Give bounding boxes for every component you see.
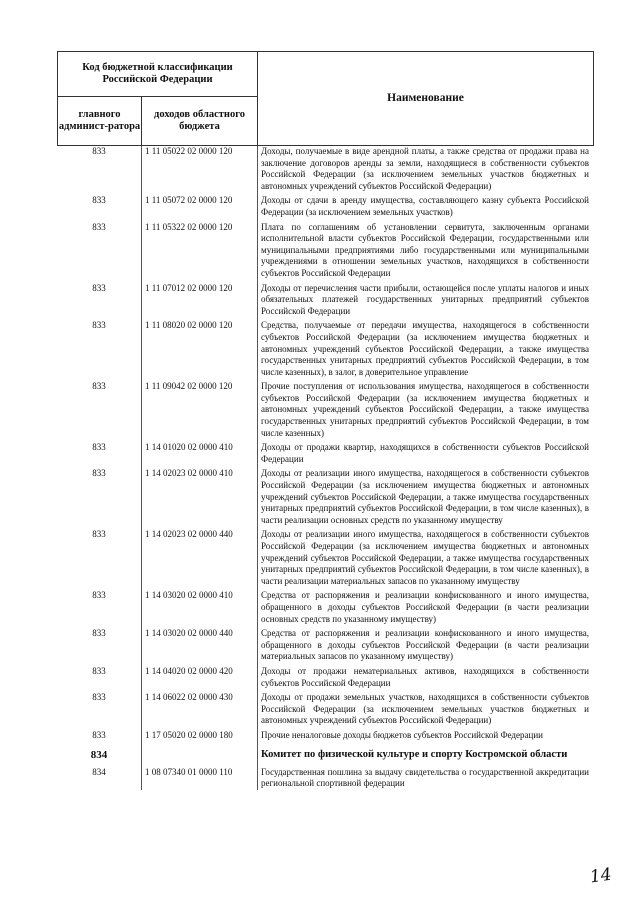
admin-code-cell: 833 [92, 282, 106, 293]
admin-code-cell: 833 [92, 628, 106, 639]
admin-code-cell: 833 [92, 442, 106, 453]
income-code-cell: 1 11 07012 02 0000 120 [145, 282, 233, 293]
table-row [57, 381, 593, 439]
admin-code-cell: 833 [92, 692, 106, 703]
admin-column-header: главного админист-ратора [58, 97, 142, 146]
name-cell: Доходы от продажи квартир, находящихся в собственности субъектов Российской Федерации [261, 442, 589, 464]
name-column-header: Наименование [258, 52, 594, 146]
table-body [57, 146, 593, 790]
table-row [57, 529, 593, 587]
table-row [57, 692, 593, 727]
admin-code-cell: 833 [92, 665, 106, 676]
name-cell: Прочие неналоговые доходы бюджетов субъектов Российской Федерации [261, 729, 543, 740]
income-code-cell: 1 17 05020 02 0000 180 [145, 729, 233, 740]
name-cell: Доходы от реализации иного имущества, находящегося в собственности субъектов Российской Федерации (за исключением имущества бюджетных и автономных учреждений субъектов Российской Федерации, а также имущества государственных унитарных предприятий субъектов Российской Федерации, в том числе казенных), в части реализации основных средств по указанному имуществу [261, 468, 589, 525]
income-code-cell: 1 14 02023 02 0000 410 [145, 468, 233, 479]
table-header [57, 51, 594, 146]
income-code-cell: 1 11 05022 02 0000 120 [145, 146, 233, 156]
name-cell: Доходы от продажи земельных участков, находящихся в собственности субъектов Российской Федерации (за исключением земельных участков бюджетных и автономных учреждений субъектов Российской Федерации) [261, 692, 589, 726]
name-cell: Доходы от перечисления части прибыли, остающейся после уплаты налогов и иных обязательных платежей государственных унитарных предприятий субъектов Российской Федерации [261, 282, 589, 316]
section-row [57, 748, 593, 762]
page-number: 14 [589, 864, 614, 888]
table-row [57, 628, 593, 663]
admin-code-cell: 834 [92, 766, 106, 777]
table-row [57, 442, 593, 465]
income-code-cell: 1 14 03020 02 0000 410 [145, 590, 233, 601]
name-cell: Государственная пошлина за выдачу свидетельства о государственной аккредитации региональной спортивной федерации [261, 766, 589, 789]
income-code-cell: 1 14 01020 02 0000 410 [145, 442, 233, 453]
name-cell: Средства от распоряжения и реализации конфискованного и иного имущества, обращенного в доходы субъектов Российской Федерации (в части реализации основных средств по указанному имуществу) [261, 590, 589, 624]
name-cell: Комитет по физической культуре и спорту Костромской области [261, 748, 568, 760]
income-code-cell: 1 11 08020 02 0000 120 [145, 320, 233, 331]
income-code-cell: 1 11 05322 02 0000 120 [145, 221, 233, 232]
income-code-cell: 1 11 09042 02 0000 120 [145, 381, 233, 392]
income-code-cell: 1 14 02023 02 0000 440 [145, 529, 233, 540]
table-row [57, 730, 593, 742]
table-row [57, 283, 593, 318]
name-cell: Прочие поступления от использования имущества, находящегося в собственности субъектов Российской Федерации (за исключением имущества бюджетных и автономных учреждений субъектов Российской Федерации, а также имущества государственных унитарных предприятий субъектов Российской Федерации, в том числе казенных) [261, 381, 589, 438]
admin-code-cell: 833 [92, 381, 106, 392]
income-code-cell: 1 11 05072 02 0000 120 [145, 195, 233, 206]
admin-code-cell: 833 [92, 468, 106, 479]
admin-code-cell: 834 [90, 748, 108, 761]
table-row [57, 468, 593, 526]
name-cell: Доходы от продажи нематериальных активов, находящихся в собственности субъектов Российской Федерации [261, 665, 589, 688]
column-divider [141, 146, 142, 790]
name-cell: Плата по соглашениям об установлении сервитута, заключенным органами исполнительной власти субъектов Российской Федерации, государственными или муниципальными предприятиями либо государственными или муниципальными учреждениями в отношении земельных участков, находящихся в собственности субъектов Российской Федерации [261, 221, 589, 278]
admin-code-cell: 833 [92, 195, 106, 206]
name-cell: Доходы, получаемые в виде арендной платы, а также средства от продажи права на заключение договоров аренды за земли, находящиеся в собственности субъектов Российской Федерации (за исключением земельных участков бюджетных и автономных учреждений субъектов Российской Федерации) [261, 146, 589, 191]
name-cell: Доходы от сдачи в аренду имущества, составляющего казну субъекта Российской Федерации (за исключением земельных участков) [261, 195, 589, 217]
income-code-cell: 1 14 03020 02 0000 440 [145, 628, 233, 639]
table-row [57, 666, 593, 689]
name-cell: Средства, получаемые от передачи имущества, находящегося в собственности субъектов Российской Федерации (за исключением имущества бюджетных и автономных учреждений субъектов Российской Федерации, а также имущества государственных унитарных предприятий субъектов Российской Федерации, в том числе казенных), в залог, в доверительное управление [261, 320, 589, 377]
table-row [57, 195, 593, 218]
income-code-cell: 1 14 06022 02 0000 430 [145, 692, 233, 703]
column-divider [257, 146, 258, 790]
table-row [57, 590, 593, 625]
admin-code-cell: 833 [92, 221, 106, 232]
income-code-cell: 1 14 04020 02 0000 420 [145, 665, 233, 676]
admin-code-cell: 833 [92, 320, 106, 331]
admin-code-cell: 833 [92, 529, 106, 540]
admin-code-cell: 833 [92, 146, 106, 156]
income-column-header: доходов областного бюджета [142, 97, 258, 146]
table-row [57, 222, 593, 280]
table-row [57, 146, 593, 192]
admin-code-cell: 833 [92, 729, 106, 740]
name-cell: Доходы от реализации иного имущества, находящегося в собственности субъектов Российской Федерации (за исключением имущества бюджетных и автономных учреждений субъектов Российской Федерации, а также имущества государственных унитарных предприятий субъектов Российской Федерации, в том числе казенных), в части реализации материальных запасов по указанному имуществу [261, 529, 589, 586]
table-row [57, 320, 593, 378]
table-row [57, 767, 593, 790]
code-classification-header: Код бюджетной классификации Российской Федерации [58, 52, 258, 97]
income-code-cell: 1 08 07340 01 0000 110 [145, 766, 233, 777]
admin-code-cell: 833 [92, 590, 106, 601]
name-cell: Средства от распоряжения и реализации конфискованного и иного имущества, обращенного в доходы субъектов Российской Федерации (в части реализации материальных запасов по указанному имуществу) [261, 628, 589, 662]
document-page [57, 51, 593, 790]
